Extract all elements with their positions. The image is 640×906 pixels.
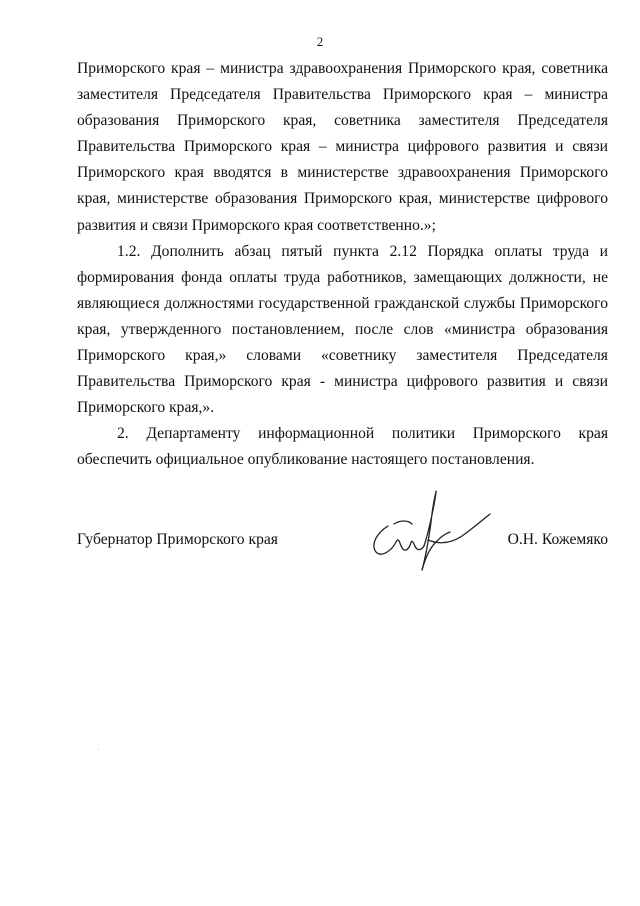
signatory-position: Губернатор Приморского края [77,531,278,548]
scan-speck [98,749,99,750]
handwritten-signature [366,486,496,572]
paragraph-item-1-2: 1.2. Дополнить абзац пятый пункта 2.12 Порядка оплаты труда и формирования фонда оплаты труда работников, замещающих должности, не являющиеся должностями государственной гражданской службы Приморского края, утвержденного постановлением, после слов «министра образования Приморского края,» словами «советнику заместителя Председателя Правительства Приморского края - министра цифрового развития и связи Приморского края,». [77,242,608,417]
paragraph-item-2: 2. Департаменту информационной политики Приморского края обеспечить официальное опубликование настоящего постановления. [77,425,608,469]
page-number: 2 [316,34,324,49]
signatory-name: О.Н. Кожемяко [507,531,608,548]
paragraph-continuation: Приморского края – министра здравоохранения Приморского края, советника заместителя Председателя Правительства Приморского края – министра образования Приморского края, советника заместителя Председателя Правительства Приморского края – министра цифрового развития и связи Приморского края вводятся в министерстве здравоохранения Приморского края, министерстве образования Приморского края, министерстве цифрового развития и связи Приморского края соответственно.»; [77,60,608,234]
document-body [77,56,608,474]
